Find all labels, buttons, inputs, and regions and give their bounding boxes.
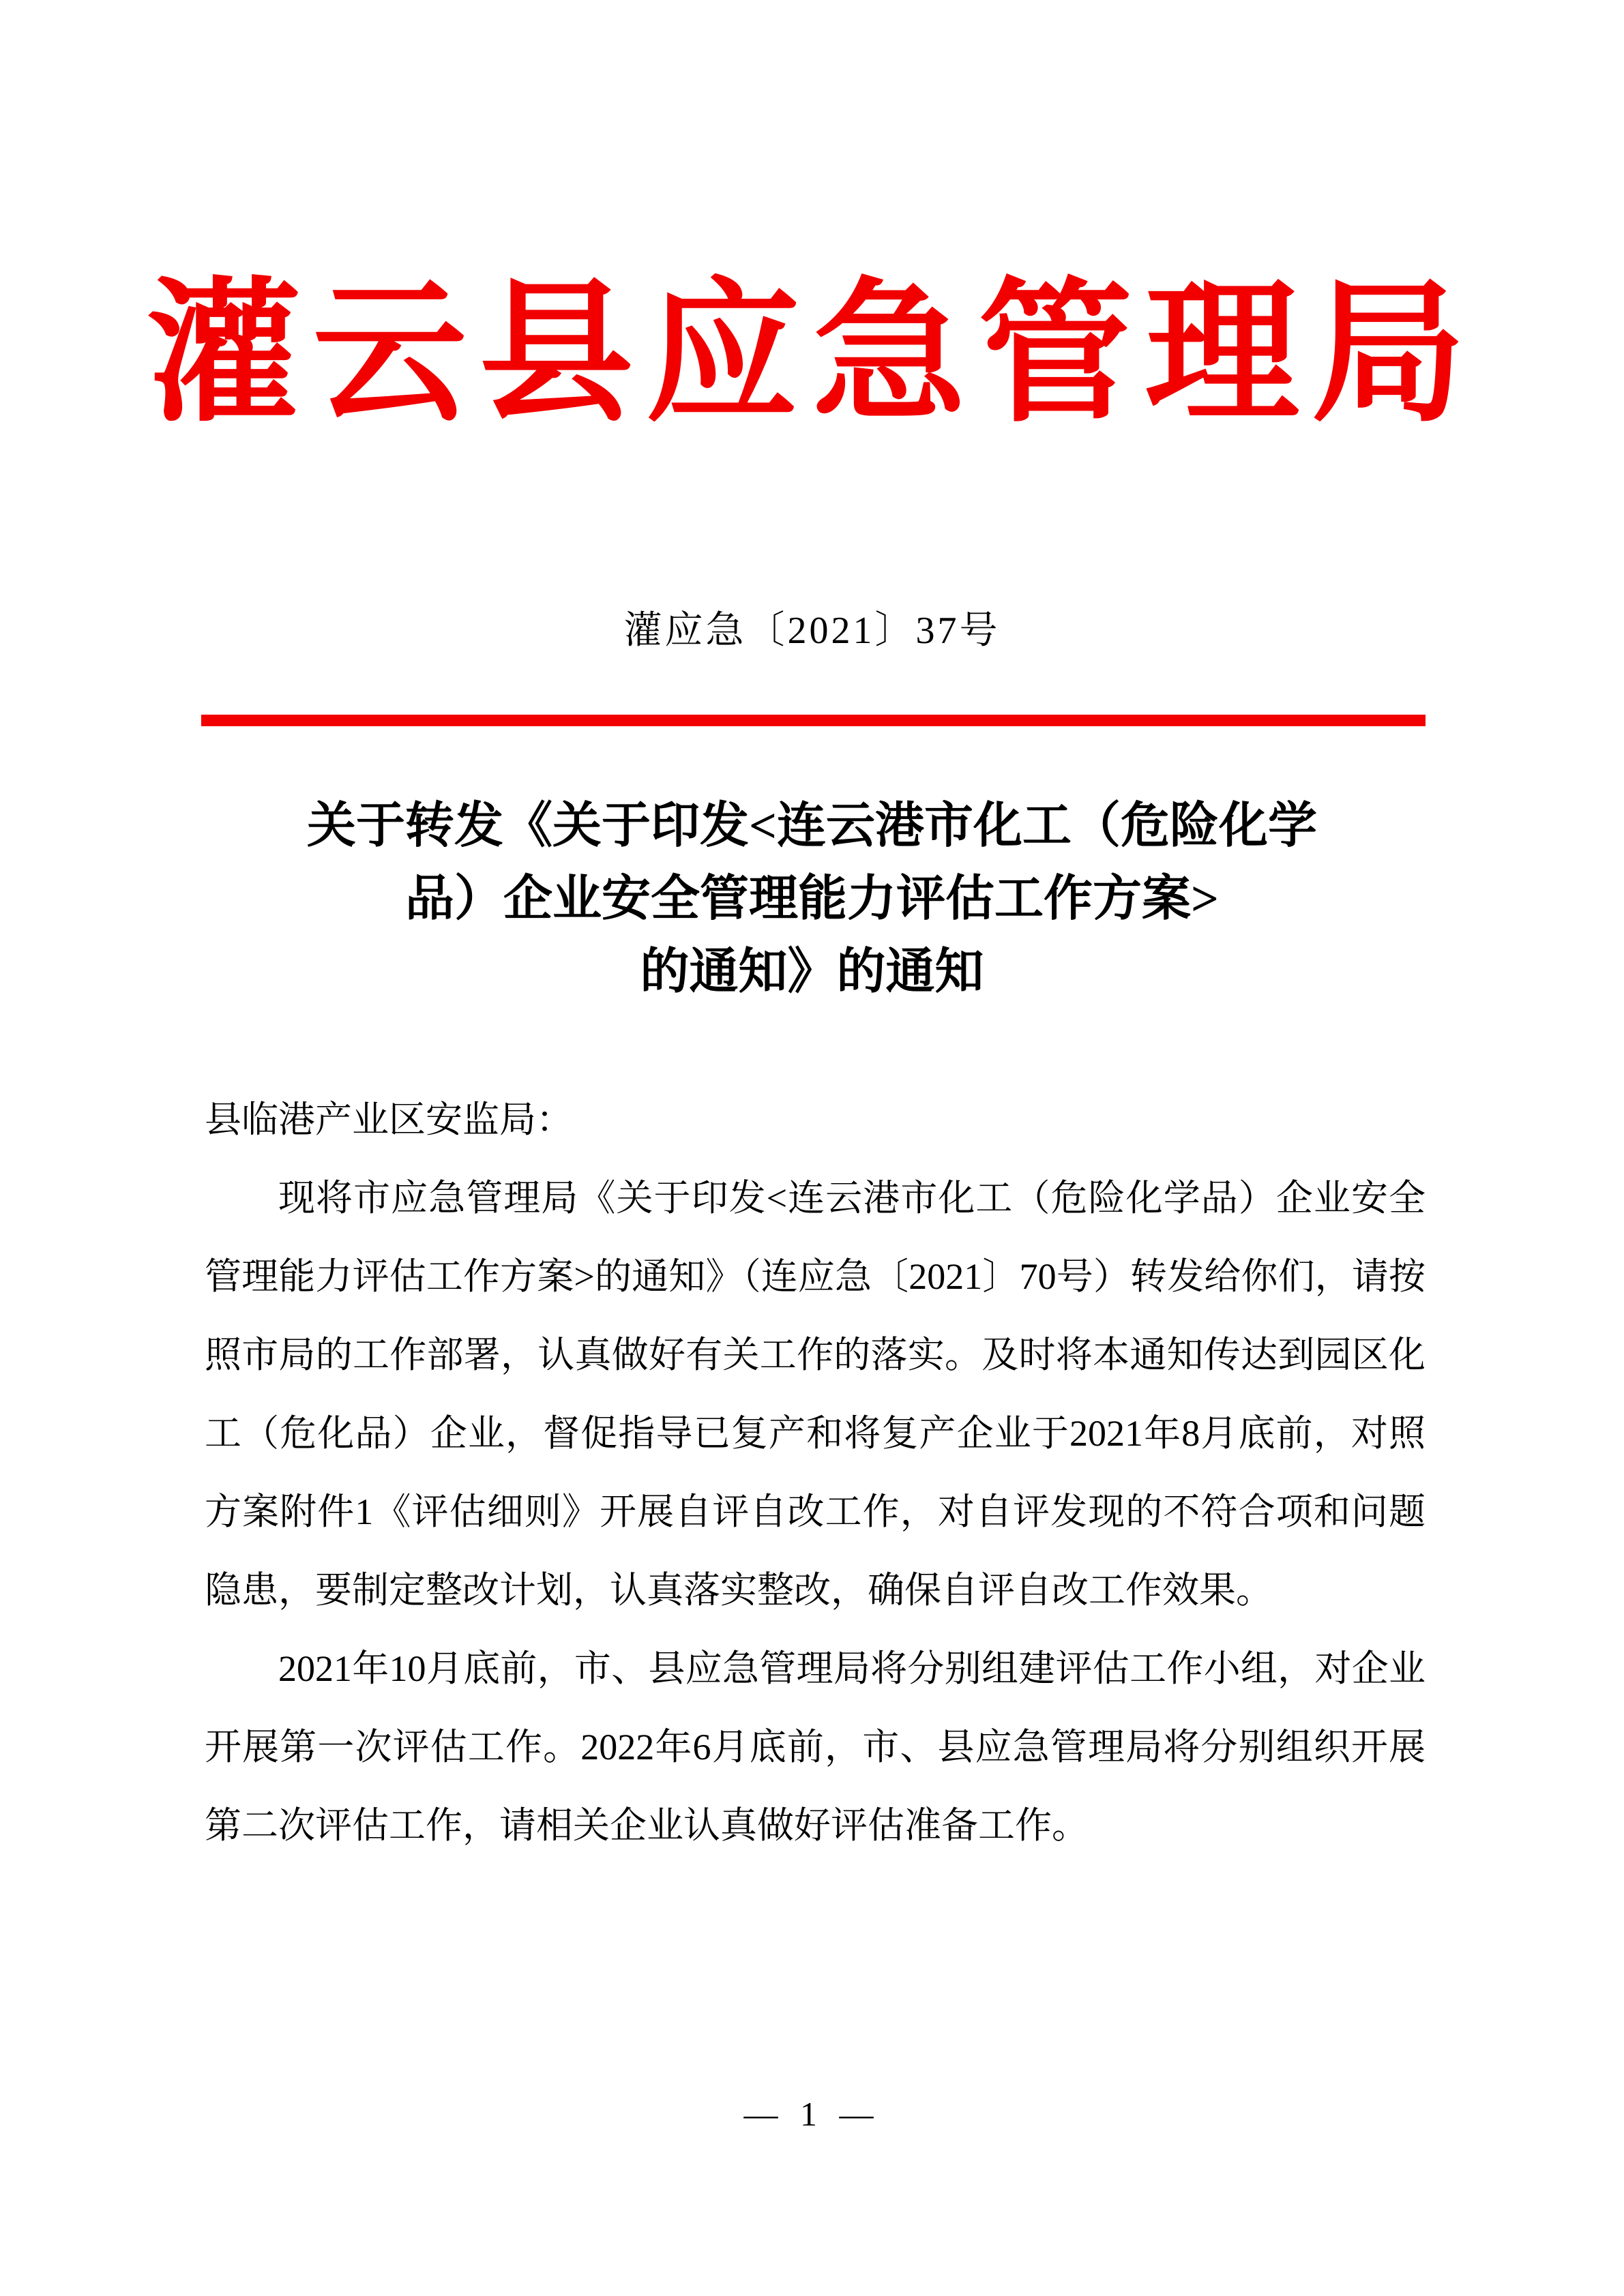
document-title-line-1: 关于转发《关于印发<连云港市化工（危险化学	[306, 799, 1318, 853]
salutation-line: 县临港产业区安监局：	[205, 1099, 573, 1140]
document-reference-number: 灌应急〔2021〕37号	[623, 610, 1001, 652]
agency-name-header: 灌云县应急管理局	[146, 269, 1478, 440]
body-paragraph-1: 现将市应急管理局《关于印发<连云港市化工（危险化学品）企业安全管理能力评估工作方案>的通知》（连应急〔2021〕70号）转发给你们，请按照市局的工作部署，认真做好有关工作的落实。及时将本通知传达到园区化工（危化品）企业，督促指导已复产和将复产企业于2021年8月底前，对照方案附件1《评估细则》开展自评自改工作，对自评发现的不符合项和问题隐患，要制定整改计划，认真落实整改，确保自评自改工作效果。	[205, 1178, 1426, 1611]
document-body	[205, 1081, 1426, 1865]
red-separator-rule	[201, 715, 1426, 726]
page-number: — 1 —	[743, 2095, 881, 2133]
document-title	[130, 790, 1494, 1009]
document-title-line-2: 品）企业安全管理能力评估工作方案>	[404, 871, 1220, 926]
document-title-line-3: 的通知》的通知	[640, 944, 984, 999]
body-paragraph-2: 2021年10月底前，市、县应急管理局将分别组建评估工作小组，对企业开展第一次评估工作。2022年6月底前，市、县应急管理局将分别组织开展第二次评估工作，请相关企业认真做好评估准备工作。	[205, 1648, 1426, 1846]
